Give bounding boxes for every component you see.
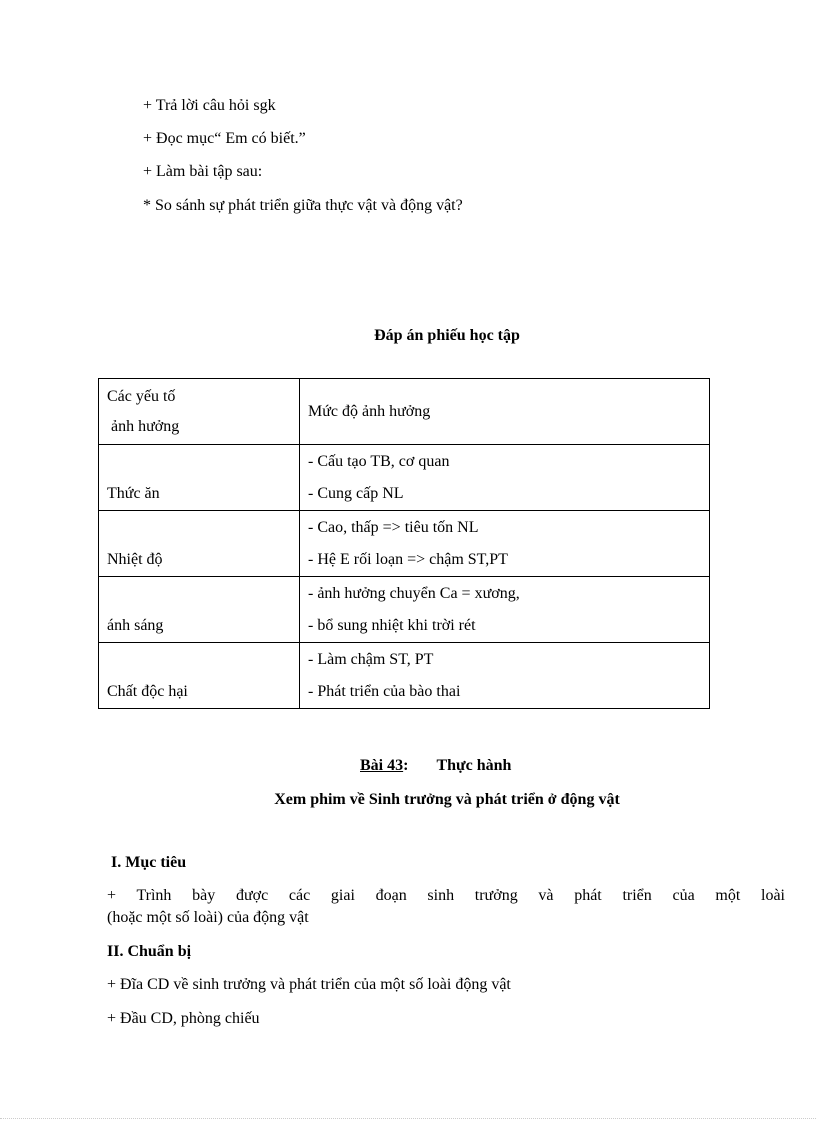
factor-label: Thức ăn [107, 485, 160, 502]
effect-cell [300, 445, 710, 511]
lesson-colon: : [403, 757, 409, 774]
lesson-title: Xem phim về Sinh trưởng và phát triển ở động vật [274, 791, 620, 808]
effect-line: - Phát triển của bào thai [308, 683, 461, 700]
section1-heading: I. Mục tiêu [111, 854, 187, 871]
intro-item-3: + Làm bài tập sau: [143, 163, 263, 180]
effect-cell [300, 643, 710, 709]
effect-line: - Cung cấp NL [308, 485, 404, 502]
effect-line: - Cao, thấp => tiêu tốn NL [308, 519, 479, 536]
factor-cell [99, 445, 300, 511]
factor-cell [99, 643, 300, 709]
factor-cell [99, 577, 300, 643]
lesson-number: Bài 43 [360, 757, 404, 774]
factor-cell [99, 511, 300, 577]
section2-heading: II. Chuẩn bị [107, 943, 192, 960]
header-effect-label: Mức độ ảnh hưởng [308, 402, 431, 420]
table-row [99, 511, 710, 577]
section1-line2: (hoặc một số loài) của động vật [107, 909, 309, 926]
lesson-heading [360, 756, 511, 776]
answer-table [98, 378, 710, 709]
answer-title: Đáp án phiếu học tập [374, 327, 520, 344]
header-factor-cell [99, 379, 300, 445]
effect-cell [300, 577, 710, 643]
header-effect-cell [300, 379, 710, 445]
table-header-row [99, 379, 710, 445]
intro-item-4: * So sánh sự phát triển giữa thực vật và động vật? [143, 197, 463, 214]
effect-line: - Làm chậm ST, PT [308, 651, 434, 668]
header-factor-line1: Các yếu tố [107, 387, 176, 405]
section1-line1: + Trình bày được các giai đoạn sinh trưởng và phát triển của một loài [107, 887, 785, 904]
section2-item-1: + Đĩa CD về sinh trưởng và phát triển của một số loài động vật [107, 976, 511, 993]
table-row [99, 445, 710, 511]
factor-label: ánh sáng [107, 617, 164, 634]
section1-body [107, 885, 785, 929]
effect-line: - Cấu tạo TB, cơ quan [308, 453, 450, 470]
intro-item-2: + Đọc mục“ Em có biết.” [143, 130, 306, 147]
section2-item-2: + Đầu CD, phòng chiếu [107, 1010, 260, 1027]
lesson-type: Thực hành [436, 757, 512, 774]
factor-label: Nhiệt độ [107, 551, 163, 568]
factor-label: Chất độc hại [107, 683, 188, 700]
effect-cell [300, 511, 710, 577]
header-factor-line2: ảnh hưởng [111, 417, 180, 435]
effect-line: - bổ sung nhiệt khi trời rét [308, 617, 476, 634]
table-row [99, 643, 710, 709]
effect-line: - ảnh hưởng chuyển Ca = xương, [308, 585, 520, 602]
table-row [99, 577, 710, 643]
intro-item-1: + Trả lời câu hỏi sgk [143, 97, 276, 114]
effect-line: - Hệ E rối loạn => chậm ST,PT [308, 551, 508, 568]
page-bottom-rule [0, 1118, 816, 1119]
